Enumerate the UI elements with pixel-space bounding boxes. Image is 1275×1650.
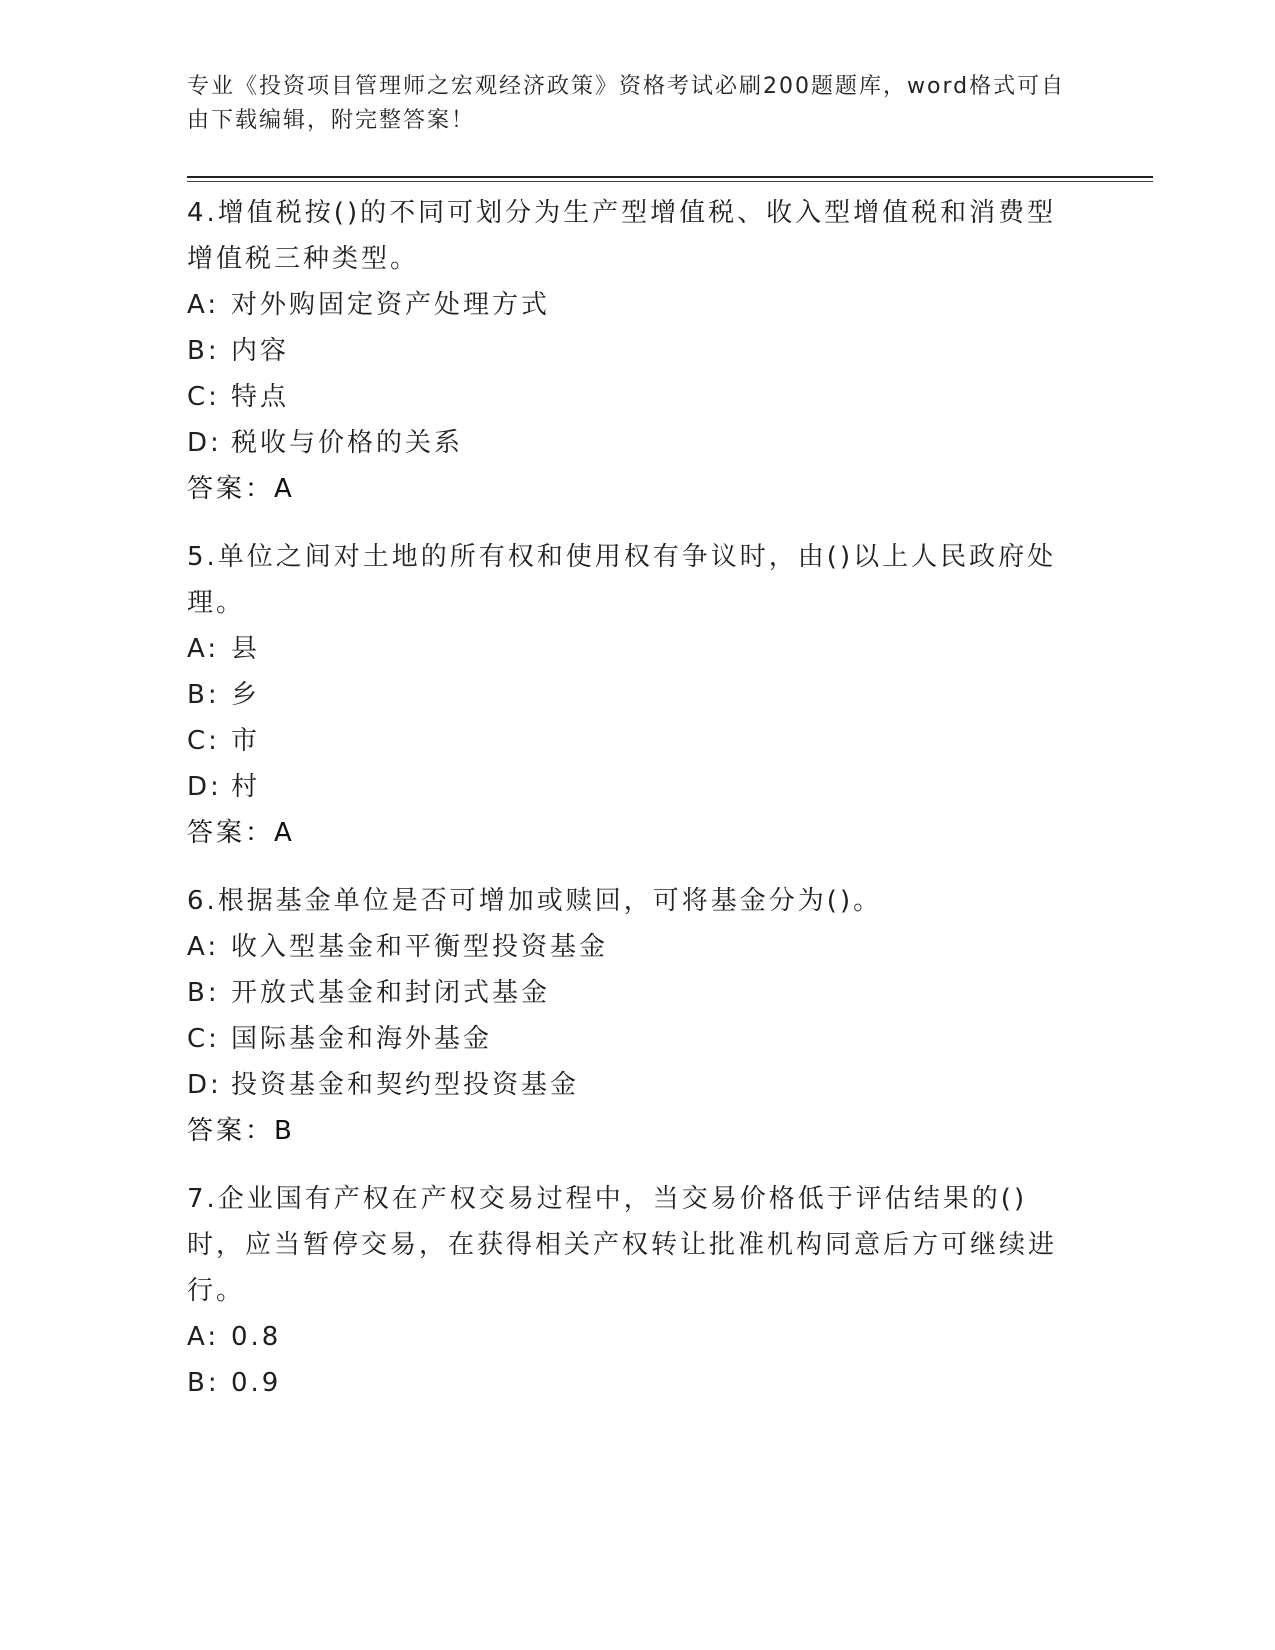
option-b: B: 开放式基金和封闭式基金 <box>187 978 551 1008</box>
option-a: A: 对外购固定资产处理方式 <box>187 290 551 320</box>
question-stem: 7.企业国有产权在产权交易过程中，当交易价格低于评估结果的()时，应当暂停交易，在获得相关产权转让批准机构同意后方可继续进行。 <box>187 1184 1058 1306</box>
option-c: C: 市 <box>187 726 261 756</box>
option-b: B: 内容 <box>187 336 290 366</box>
option-text: 县 <box>231 634 261 664</box>
question-5 <box>187 534 1067 856</box>
option-text: 税收与价格的关系 <box>231 428 464 458</box>
question-stem: 6.根据基金单位是否可增加或赎回，可将基金分为()。 <box>187 886 883 916</box>
header-divider-thin <box>187 181 1153 182</box>
option-d: D: 投资基金和契约型投资基金 <box>187 1070 580 1100</box>
option-text: 国际基金和海外基金 <box>231 1024 493 1054</box>
option-text: 投资基金和契约型投资基金 <box>231 1070 580 1100</box>
option-text: 收入型基金和平衡型投资基金 <box>231 932 609 962</box>
answer-line: 答案：A <box>187 818 295 848</box>
answer-line: 答案：B <box>187 1116 295 1146</box>
option-text: 内容 <box>231 336 290 366</box>
option-b: B: 乡 <box>187 680 261 710</box>
option-text: 0.8 <box>231 1322 282 1352</box>
question-7 <box>187 1176 1067 1406</box>
header-divider-thick <box>187 176 1153 178</box>
option-text: 0.9 <box>231 1368 282 1398</box>
option-text: 乡 <box>231 680 261 710</box>
option-c: C: 国际基金和海外基金 <box>187 1024 493 1054</box>
option-text: 村 <box>231 772 261 802</box>
question-stem: 5.单位之间对土地的所有权和使用权有争议时，由()以上人民政府处理。 <box>187 542 1057 618</box>
question-6 <box>187 878 1067 1154</box>
answer-line: 答案：A <box>187 474 295 504</box>
question-4 <box>187 190 1067 512</box>
option-b: B: 0.9 <box>187 1368 282 1398</box>
option-text: 特点 <box>231 382 290 412</box>
option-d: D: 税收与价格的关系 <box>187 428 464 458</box>
option-a: A: 0.8 <box>187 1322 282 1352</box>
option-text: 对外购固定资产处理方式 <box>231 290 551 320</box>
document-header: 专业《投资项目管理师之宏观经济政策》资格考试必刷200题题库，word格式可自由下载编辑，附完整答案！ <box>187 74 1066 133</box>
question-stem: 4.增值税按()的不同可划分为生产型增值税、收入型增值税和消费型增值税三种类型。 <box>187 198 1057 274</box>
question-list <box>187 190 1067 1428</box>
option-d: D: 村 <box>187 772 261 802</box>
option-c: C: 特点 <box>187 382 290 412</box>
option-text: 开放式基金和封闭式基金 <box>231 978 551 1008</box>
option-a: A: 收入型基金和平衡型投资基金 <box>187 932 609 962</box>
option-text: 市 <box>231 726 261 756</box>
option-a: A: 县 <box>187 634 261 664</box>
